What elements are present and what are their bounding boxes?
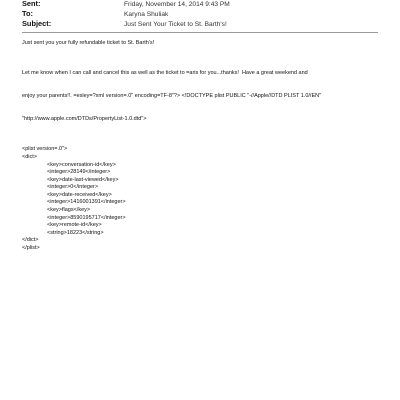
plist-line: </dict>: [22, 237, 39, 244]
plist-line: <key>flags</key>: [47, 207, 91, 214]
header-row-sent: [22, 0, 382, 9]
email-body: [22, 40, 380, 253]
body-paragraph-2-line: "http://www.apple.com/DTDs/PropertyList-1.0.dtd">: [22, 115, 147, 122]
plist-line: <key>date-last-viewed</key>: [47, 176, 119, 183]
header-divider: [22, 32, 378, 33]
header-label-sent: Sent:: [22, 0, 41, 8]
plist-line: <integer>8590195717</integer>: [47, 214, 126, 221]
header-label-to: To:: [22, 9, 33, 18]
plist-line: <integer>1416001391</integer>: [47, 199, 126, 206]
header-value-to: Karyna Shuliak: [124, 11, 169, 18]
header-label-subject: Subject:: [22, 19, 52, 28]
header-row-subject: [22, 19, 382, 29]
plist-line: <integer>28149</integer>: [47, 169, 111, 176]
plist-line: <plist version=.0">: [22, 146, 68, 153]
body-paragraph-2: [22, 55, 380, 139]
plist-line: <dict>: [22, 153, 37, 160]
plist-line: <string>18223</string>: [47, 229, 104, 236]
header-row-to: [22, 9, 382, 19]
header-value-subject: Just Sent Your Ticket to St. Barth's!: [124, 21, 227, 28]
plist-line: </plist>: [22, 245, 40, 252]
plist-line: <key>date-received</key>: [47, 191, 112, 198]
header-value-sent: Friday, November 14, 2014 9:43 PM: [124, 1, 230, 8]
plist-line: <key>conversation-id</key>: [47, 161, 116, 168]
body-paragraph-2-line: Let me know when I can call and cancel this as well as the ticket to =aris for you...thanks! Have a great weekend and: [22, 70, 308, 77]
body-paragraph-1: Just sent you your fully refundable ticket to St. Barth's!: [22, 40, 155, 46]
plist-block: [22, 146, 380, 252]
plist-line: <key>remote-id</key>: [47, 222, 102, 229]
body-paragraph-2-line: enjoy your parents!!. =esley=?xml version=.0" encoding=TF-8"?> <!DOCTYPE plist PUBLIC "-//Apple//DTD PLIST 1.0//EN": [22, 93, 322, 100]
plist-line: <integer>0</integer>: [47, 184, 99, 191]
email-headers: [22, 0, 382, 29]
